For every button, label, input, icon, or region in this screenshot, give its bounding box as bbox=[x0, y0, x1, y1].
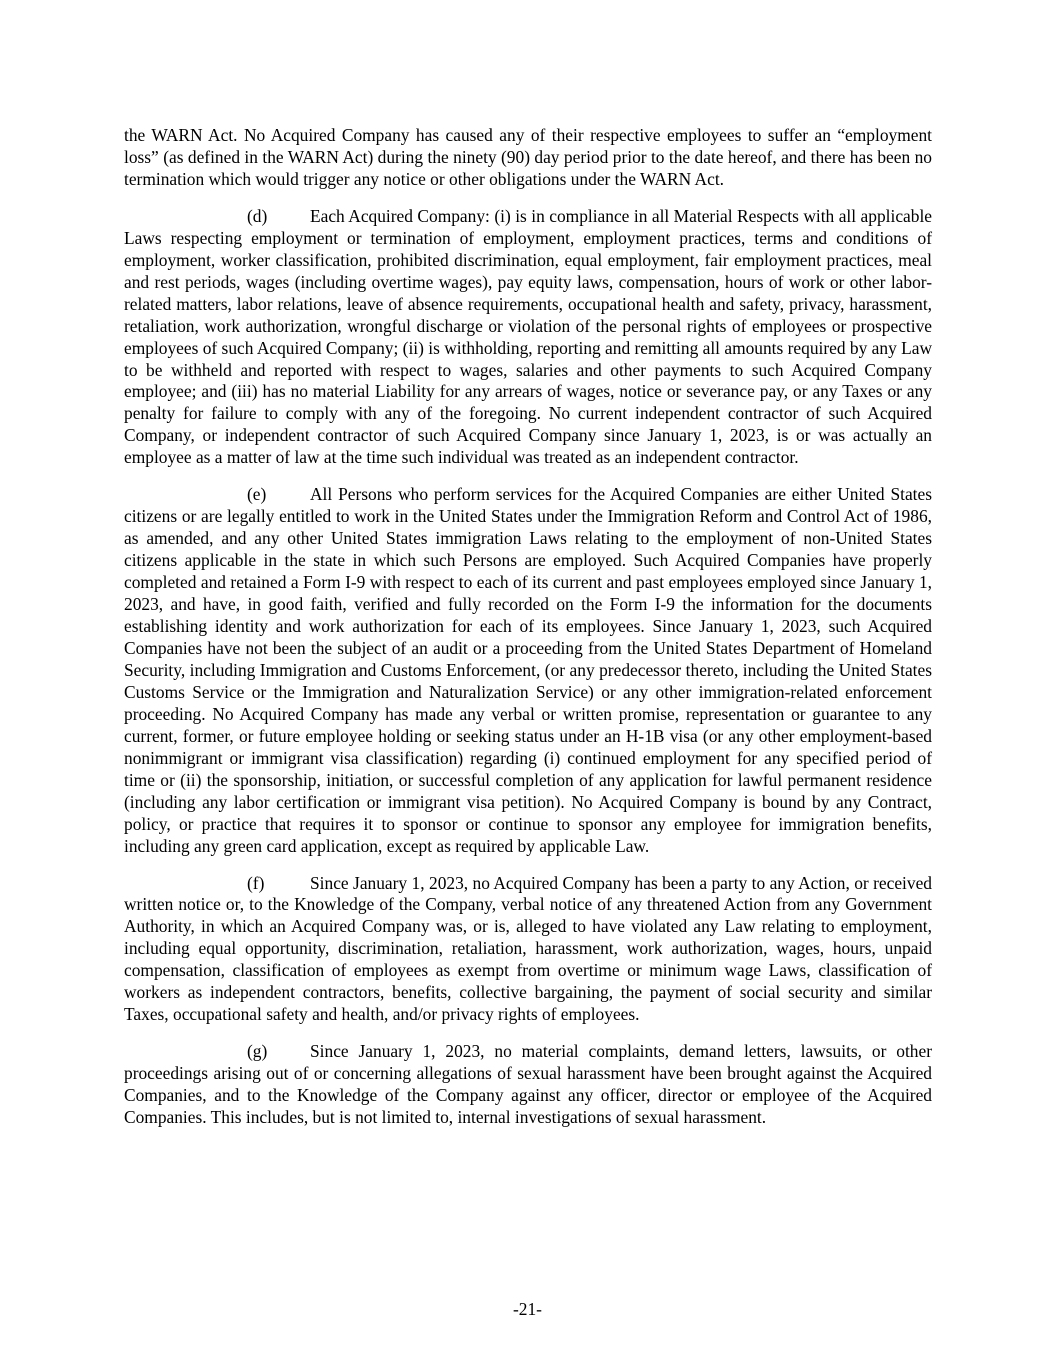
section-marker: (d) bbox=[247, 205, 268, 226]
paragraph-g bbox=[124, 1041, 932, 1129]
paragraph-text: Since January 1, 2023, no material complaints, demand letters, lawsuits, or other proceedings arising out of or concerning allegations of sexual harassment have been brought against the Acquired Companies, and to the Knowledge of the Company against any officer, director or employee of the Acquired Companies. This includes, but is not limited to, internal investigations of sexual harassment. bbox=[124, 1041, 932, 1128]
paragraph-e bbox=[124, 484, 932, 857]
paragraph-text: All Persons who perform services for the Acquired Companies are either United States citizens or are legally entitled to work in the United States under the Immigration Reform and Control Act of 1986, as amended, and any other United States immigration Laws relating to the employment of non-United States citizens applicable in the state in which such Persons are employed. Such Acquired Companies have properly completed and retained a Form I-9 with respect to each of its current and past employees employed since January 1, 2023, and have, in good faith, verified and fully recorded on the Form I-9 the information for the documents establishing identity and work authorization for each of its employees. Since January 1, 2023, such Acquired Companies have not been the subject of an audit or a proceeding from the United States Department of Homeland Security, including Immigration and Customs Enforcement, (or any predecessor thereto, including the United States Customs Service or the Immigration and Naturalization Service) or any other immigration-related enforcement proceeding. No Acquired Company has made any verbal or written promise, representation or guarantee to any current, former, or future employee holding or seeking status under an H-1B visa (or any other employment-based nonimmigrant or immigrant visa classification) regarding (i) continued employment for any specified period of time or (ii) the sponsorship, initiation, or successful completion of any application for lawful permanent residence (including any labor certification or immigrant visa petition). No Acquired Company is bound by any Contract, policy, or practice that requires it to sponsor or continue to sponsor any employee for immigration benefits, including any green card application, except as required by applicable Law. bbox=[124, 484, 932, 856]
section-marker: (g) bbox=[247, 1041, 268, 1062]
paragraph-text: the WARN Act. No Acquired Company has caused any of their respective employees to suffer an “employment loss” (as defined in the WARN Act) during the ninety (90) day period prior to the date hereof, and there has been no termination which would trigger any notice or other obligations under the WARN Act. bbox=[124, 125, 932, 189]
section-marker: (e) bbox=[247, 484, 267, 505]
document-body bbox=[124, 125, 932, 1129]
section-marker: (f) bbox=[247, 872, 265, 893]
paragraph-text: Each Acquired Company: (i) is in compliance in all Material Respects with all applicable Laws respecting employment or termination of employment, employment practices, terms and conditions of employment, worker classification, prohibited discrimination, equal employment, fair employment practices, meal and rest periods, wages (including overtime wages), pay equity laws, compensation, hours of work or other labor-related matters, labor relations, leave of absence requirements, occupational health and safety, privacy, harassment, retaliation, work authorization, wrongful discharge or violation of the personal rights of employees or prospective employees of such Acquired Company; (ii) is withholding, reporting and remitting all amounts required by any Law to be withheld and reported with respect to wages, salaries and other payments to such Acquired Company employee; and (iii) has no material Liability for any arrears of wages, notice or severance pay, or any Taxes or any penalty for failure to comply with any of the foregoing. No current independent contractor of such Acquired Company, or independent contractor of such Acquired Company since January 1, 2023, is or was actually an employee as a matter of law at the time such individual was treated as an independent contractor. bbox=[124, 205, 933, 468]
paragraph-text: Since January 1, 2023, no Acquired Company has been a party to any Action, or received written notice or, to the Knowledge of the Company, verbal notice of any threatened Action from any Government Authority, in which an Acquired Company was, or is, alleged to have violated any Law relating to employment, including equal opportunity, discrimination, retaliation, harassment, work authorization, wages, hours, unpaid compensation, classification of employees as exempt from overtime or minimum wage Laws, classification of workers as independent contractors, benefits, collective bargaining, the payment of social security and similar Taxes, occupational safety and health, and/or privacy rights of employees. bbox=[124, 872, 932, 1025]
paragraph-warn-act-continuation bbox=[124, 125, 932, 191]
page-number: -21- bbox=[513, 1299, 542, 1319]
paragraph-f bbox=[124, 873, 932, 1027]
paragraph-d bbox=[124, 206, 932, 469]
